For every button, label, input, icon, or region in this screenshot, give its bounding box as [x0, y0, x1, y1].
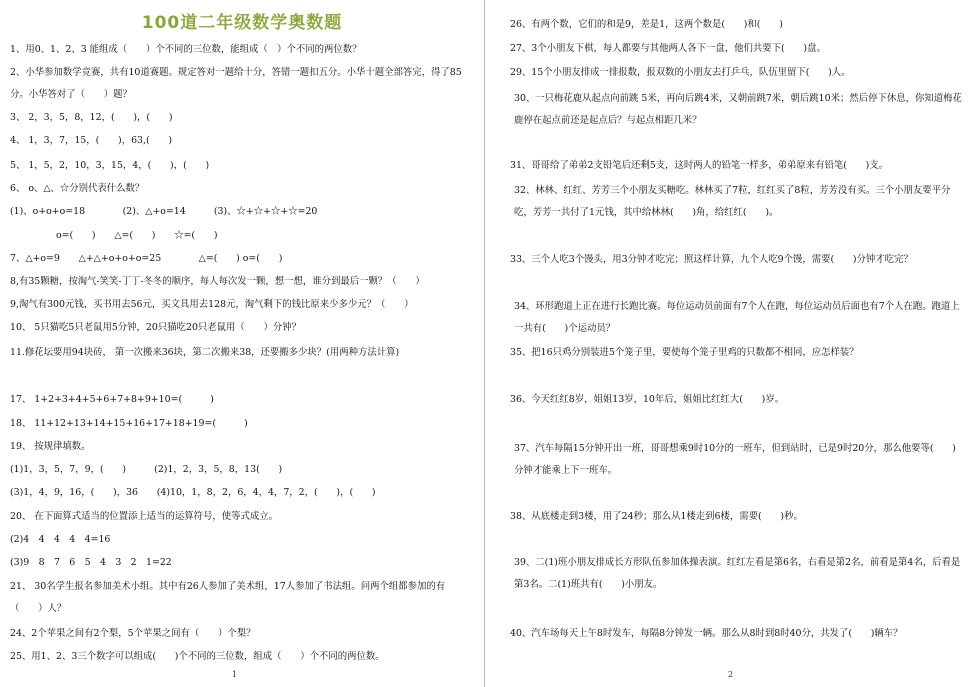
question-29: 29、15个小朋友排成一排报数，报双数的小朋友去打乒乓，队伍里留下( )人。	[510, 67, 851, 78]
question-19-part-3-4: (3)1，4，9，16，( )，36 (4)10，1，8，2，6，4，4，7，2，( )，( )	[10, 487, 376, 498]
page-number: 2	[728, 670, 734, 679]
question-37: 37、汽车每隔15分钟开出一班，哥哥想乘9时10分的一班车，但到站时，已是9时20分，那么他要等( )分钟才能乘上下一班车。	[514, 443, 956, 476]
question-20-part-2: (2)4 4 4 4 4=16	[10, 534, 111, 545]
question-9: 9,淘气有300元钱，买书用去56元，买文具用去128元，淘气剩下的钱比原来少多少元？（ ）	[10, 299, 414, 310]
page-2	[486, 0, 971, 687]
question-32: 32、林林、红红、芳芳三个小朋友买糖吃。林林买了7粒，红红买了8粒，芳芳没有买。三个小朋友要平分吃，芳芳一共付了1元钱，其中给林林( )角，给红红( )。	[514, 185, 951, 218]
question-38: 38、从底楼走到3楼，用了24秒；那么从1楼走到6楼，需要( )秒。	[510, 511, 803, 522]
question-1: 1、用0、1、2、3 能组成（ ）个不同的三位数，能组成（ ）个不同的两位数？	[10, 44, 362, 55]
question-26: 26、有两个数，它们的和是9，差是1，这两个数是( )和( )	[510, 19, 783, 30]
question-19-part-1-2: (1)1，3，5，7，9，( ) (2)1，2，3，5，8，13( )	[10, 464, 283, 475]
question-31: 31、哥哥给了弟弟2支铅笔后还剩5支，这时两人的铅笔一样多，弟弟原来有铅笔( )支。	[510, 160, 889, 171]
question-11: 11.修花坛要用94块砖， 第一次搬来36块，第二次搬来38，还要搬多少块？(用两种方法计算)	[10, 347, 400, 358]
question-3: 3、 2，3，5，8，12，( )，( )	[10, 112, 173, 123]
question-24: 24、2个苹果之间有2个梨，5个苹果之间有（ ）个梨？	[10, 628, 256, 639]
question-6-equations: (1)、o+o+o=18 (2)、△+o=14 (3)、☆+☆+☆+☆=20	[10, 206, 318, 217]
question-6: 6、 o、△、☆分别代表什么数？	[10, 183, 145, 194]
question-8: 8,有35颗糖，按淘气-笑笑-丁丁-冬冬的顺序，每人每次发一颗，想一想，谁分到最后一颗？（ ）	[10, 276, 425, 287]
question-39: 39、二(1)班小朋友排成长方形队伍参加体操表演。红红左看是第6名，右看是第2名，前看是第4名，后看是第3名。二(1)班共有( )小朋友。	[514, 557, 961, 590]
question-17: 17、 1+2+3+4+5+6+7+8+9+10=( )	[10, 394, 214, 405]
document-title: 100道二年级数学奥数题	[141, 13, 343, 33]
question-25: 25、用1、2、3三个数字可以组成( )个不同的三位数，组成（ ）个不同的两位数。	[10, 651, 385, 662]
question-2: 2、小华参加数学竞赛，共有10道赛题。规定答对一题给十分，答错一题扣五分。小华十题全部答完，得了85 分。小华答对了（ ）题？	[10, 67, 462, 100]
page-divider	[484, 0, 485, 687]
question-7: 7、△+o=9 △+△+o+o+o=25 △=( ) o=( )	[10, 253, 283, 264]
question-4: 4、 1，3，7，15，( )，63,( )	[10, 135, 173, 146]
question-30: 30、一只梅花鹿从起点向前跳 5米，再向后跳4米，又朝前跳7米，朝后跳10米；然后停下休息，你知道梅花鹿停在起点前还是起点后？与起点相距几米？	[514, 93, 962, 126]
page-1	[0, 0, 484, 687]
question-40: 40、汽车场每天上午8时发车，每隔8分钟发一辆。那么从8时到8时40分，共发了( )辆车？	[510, 628, 903, 639]
page-number: 1	[232, 670, 238, 679]
question-20: 20、 在下面算式适当的位置添上适当的运算符号，使等式成立。	[10, 511, 279, 522]
question-5: 5、 1，5，2，10，3，15，4，( )，( )	[10, 160, 210, 171]
question-33: 33、三个人吃3个馒头，用3分钟才吃完；照这样计算，九个人吃9个馒，需要( )分钟才吃完？	[510, 254, 913, 265]
question-20-part-3: (3)9 8 7 6 5 4 3 2 1=22	[10, 557, 172, 568]
question-27: 27、3个小朋友下棋，每人都要与其他两人各下一盘，他们共要下( )盘。	[510, 43, 826, 54]
question-18: 18、 11+12+13+14+15+16+17+18+19=( )	[10, 418, 248, 429]
question-36: 36、今天红红8岁，姐姐13岁，10年后，姐姐比红红大( )岁。	[510, 394, 785, 405]
question-10: 10、 5只猫吃5只老鼠用5分钟，20只猫吃20只老鼠用（ ）分钟？	[10, 322, 302, 333]
question-19: 19、 按规律填数。	[10, 441, 91, 452]
question-34: 34、环形跑道上正在进行长跑比赛。每位运动员前面有7个人在跑，每位运动员后面也有7个人在跑。跑道上一共有( )个运动员？	[514, 301, 960, 334]
question-35: 35、把16只鸡分别装进5个笼子里，要使每个笼子里鸡的只数都不相同，应怎样装？	[510, 347, 859, 358]
question-6-answers: o=( ) △=( ) ☆=( )	[56, 230, 218, 241]
question-21: 21、 30名学生报名参加美术小组。其中有26人参加了美术组，17人参加了书法组。问两个组都参加的有（ ）人？	[10, 581, 446, 614]
